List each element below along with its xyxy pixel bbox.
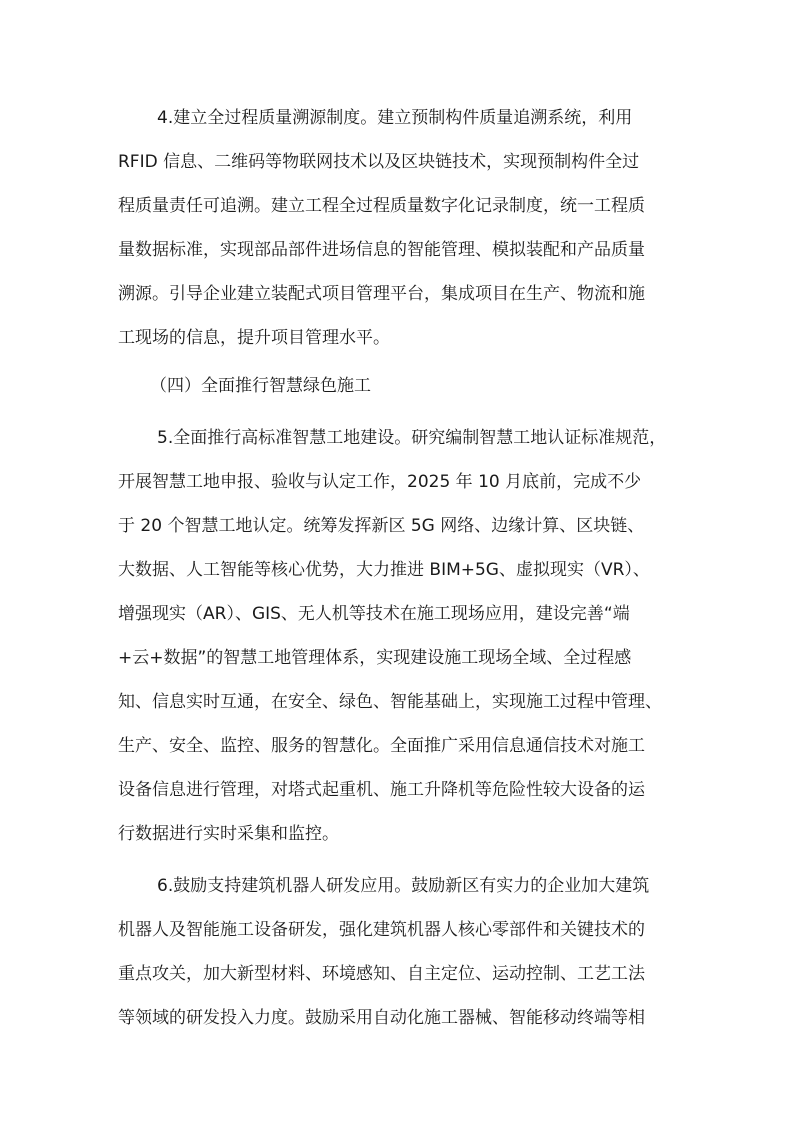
paragraph-1-line-3: 程质量责任可追溯。建立工程全过程质量数字化记录制度，统一工程质 — [118, 196, 645, 216]
paragraph-1-line-5: 溯源。引导企业建立装配式项目管理平台，集成项目在生产、物流和施 — [118, 284, 645, 304]
paragraph-2-line-5: 增强现实（AR）、GIS、无人机等技术在施工现场应用，建设完善“端 — [118, 604, 630, 624]
paragraph-3-line-3: 重点攻关，加大新型材料、环境感知、自主定位、运动控制、工艺工法 — [118, 964, 645, 984]
paragraph-2-line-9: 设备信息进行管理，对塔式起重机、施工升降机等危险性较大设备的运 — [118, 780, 645, 800]
section-heading: （四）全面推行智慧绿色施工 — [150, 376, 371, 396]
paragraph-3-line-4: 等领域的研发投入力度。鼓励采用自动化施工器械、智能移动终端等相 — [118, 1008, 645, 1028]
paragraph-2-line-1: 5.全面推行高标准智慧工地建设。研究编制智慧工地认证标准规范， — [157, 428, 667, 448]
paragraph-2-line-2: 开展智慧工地申报、验收与认定工作，2025 年 10 月底前，完成不少 — [118, 472, 642, 492]
paragraph-3-line-2: 机器人及智能施工设备研发，强化建筑机器人核心零部件和关键技术的 — [118, 920, 645, 940]
paragraph-2-line-4: 大数据、人工智能等核心优势，大力推进 BIM+5G、虚拟现实（VR）、 — [118, 560, 650, 580]
paragraph-2-line-3: 于 20 个智慧工地认定。统筹发挥新区 5G 网络、边缘计算、区块链、 — [118, 516, 645, 536]
paragraph-1-line-6: 工现场的信息，提升项目管理水平。 — [118, 328, 390, 348]
paragraph-2-line-10: 行数据进行实时采集和监控。 — [118, 824, 339, 844]
paragraph-1-line-2: RFID 信息、二维码等物联网技术以及区块链技术，实现预制构件全过 — [118, 152, 640, 172]
paragraph-1-line-1: 4.建立全过程质量溯源制度。建立预制构件质量追溯系统，利用 — [157, 108, 633, 128]
paragraph-2-line-8: 生产、安全、监控、服务的智慧化。全面推广采用信息通信技术对施工 — [118, 736, 645, 756]
paragraph-2-line-7: 知、信息实时互通，在安全、绿色、智能基础上，实现施工过程中管理、 — [118, 692, 662, 712]
paragraph-3-line-1: 6.鼓励支持建筑机器人研发应用。鼓励新区有实力的企业加大建筑 — [157, 876, 650, 896]
paragraph-1-line-4: 量数据标准，实现部品部件进场信息的智能管理、模拟装配和产品质量 — [118, 240, 645, 260]
paragraph-2-line-6: +云+数据”的智慧工地管理体系，实现建设施工现场全域、全过程感 — [118, 648, 632, 668]
